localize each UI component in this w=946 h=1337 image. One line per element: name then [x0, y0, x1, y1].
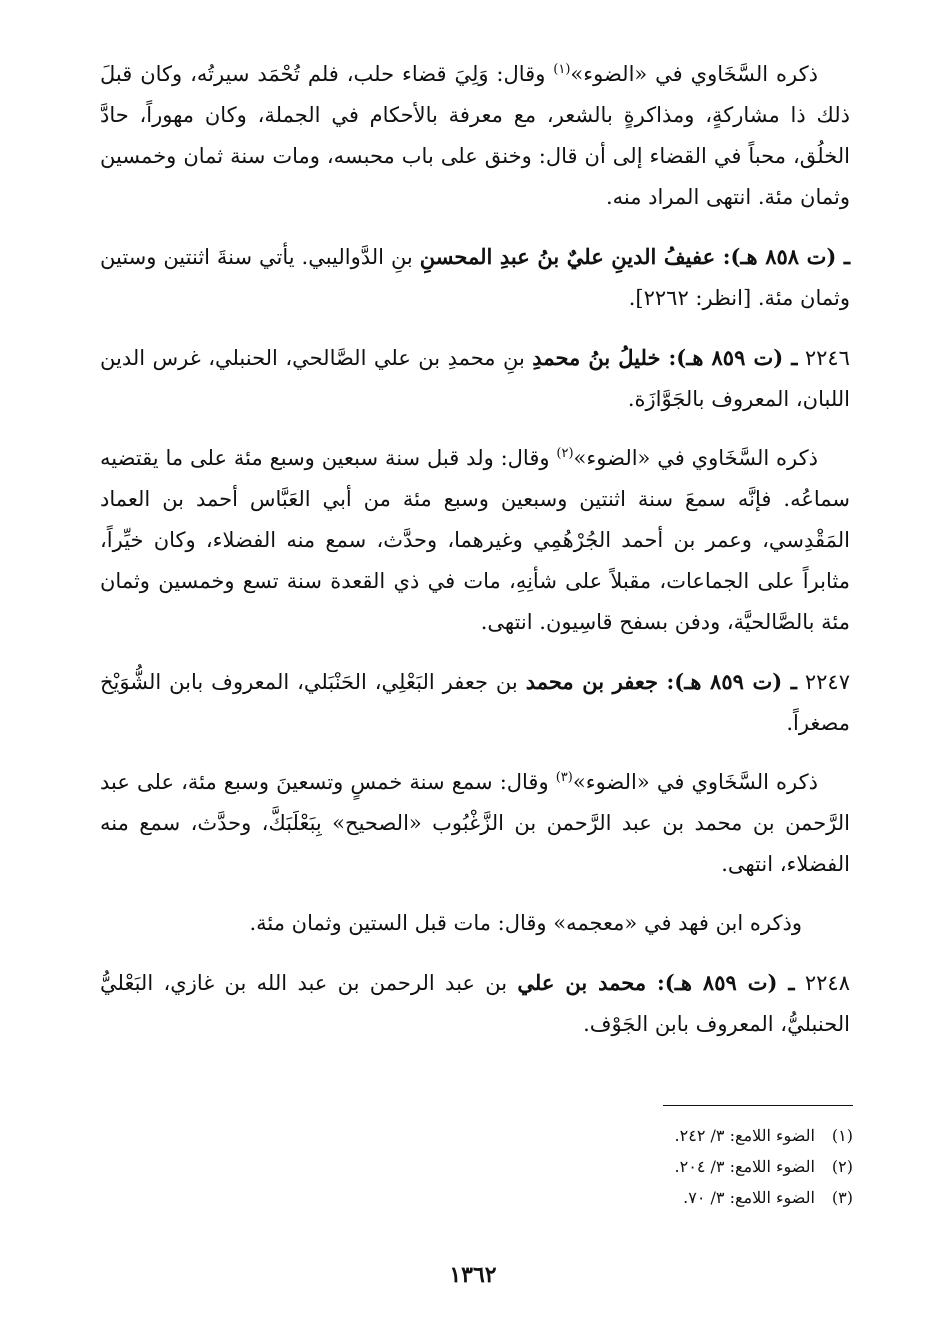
note-text: وقال: ولد قبل سنة سبعين وسبع مئة على ما يقتضيه سماعُه. فإنَّه سمعَ سنة اثنتين وسبعين وسبع مئة من أبي العَبَّاس أحمد بن العماد المَقْدِسي، وعمر بن أحمد الجُرْهُمِي وغيرهما، وحدَّث، سمع منه الفضلاء، وكان خيِّراً، مثابراً على الجماعات، مقبلاً على شأنِهِ، مات في ذي القعدة سنة تسع وخمسين وثمان مئة بالصَّالحيَّة، ودفن بسفح قاسِيون. انتهى.: [100, 446, 850, 634]
entry-heading: ـ (ت ٨٥٨ هـ): عفيفُ الدينِ عليٌ بنُ عبدِ المحسنِ: [419, 244, 851, 269]
biography-entry: [100, 661, 850, 744]
paragraph-sakhawi-note-1: [100, 54, 850, 218]
biography-entry: [100, 962, 850, 1045]
paragraph-sakhawi-note-2: [100, 438, 850, 643]
footnote-ref: (١): [553, 62, 571, 77]
footnote-number: (٣): [831, 1188, 853, 1207]
biography-entry: [100, 236, 850, 319]
footnote-ref: (٣): [555, 770, 573, 785]
note-text: ذكره السَّخَاوي في «الضوء»: [570, 62, 818, 86]
entry-heading: ـ (ت ٨٥٩ هـ): جعفر بن محمد: [525, 669, 797, 694]
entry-heading: ـ (ت ٨٥٩ هـ): محمد بن علي: [517, 970, 795, 995]
footnote-number: (١): [831, 1126, 853, 1145]
footnote-number: (٢): [831, 1157, 853, 1176]
note-text: ذكره السَّخَاوي في «الضوء»: [573, 446, 818, 470]
footnote: [353, 1151, 853, 1182]
footnotes: [353, 1120, 853, 1213]
note-text: وقال: سمع سنة خمسٍ وتسعينَ وسبع مئة، على عبد الرَّحمن بن محمد بن عبد الرَّحمن بن الزَّغْبُوب «الصحيح» بِبَعْلَبَكَّ، وحدَّث، سمع منه الفضلاء، انتهى.: [100, 770, 850, 876]
paragraph-ibn-fahd-note: [100, 903, 850, 944]
footnote: [353, 1182, 853, 1213]
entry-text: بن عبد الرحمن بن عبد الله بن غازي، البَعْليُّ الحنبليُّ، المعروف بابن الجَوْف.: [100, 971, 850, 1036]
note-text: وذكره ابن فهد في «معجمه» وقال: مات قبل الستين وثمان مئة.: [249, 911, 802, 935]
entry-text: بنِ الدَّواليبي. يأتي سنةَ اثنتين وستين وثمان مئة. [انظر: ٢٢٦٢].: [100, 245, 850, 310]
main-text: [100, 54, 850, 1063]
paragraph-sakhawi-note-3: [100, 762, 850, 885]
page-number: ١٣٦٢: [449, 1262, 497, 1288]
entry-heading: ـ (ت ٨٥٩ هـ): خليلُ بنُ محمدِ: [532, 345, 798, 370]
footnote: [353, 1120, 853, 1151]
biography-entry: [100, 337, 850, 420]
footnote-divider: [663, 1105, 853, 1106]
note-text: وقال: وَلِيَ قضاء حلب، فلم تُحْمَد سيرتُه، وكان قبلَ ذلك ذا مشاركةٍ، ومذاكرةٍ بالشعر، مع معرفة بالأحكام في الجملة، وكان مهوراً، حادَّ الخلُق، محباً في القضاء إلى أن قال: وخنق على باب محبسه، ومات سنة ثمان وخمسين وثمان مئة. انتهى المراد منه.: [100, 62, 850, 209]
note-text: ذكره السَّخَاوي في «الضوء»: [572, 770, 818, 794]
footnote-text: الضوء اللامع: ٣/ ٢٤٢.: [674, 1126, 815, 1145]
footnote-ref: (٢): [556, 446, 574, 461]
entry-text: بن جعفر البَعْلِي، الحَنْبَلي، المعروف بابن الشُّوَيْخ مصغراً.: [100, 670, 850, 735]
entry-number: ٢٢٤٨: [794, 971, 850, 995]
entry-text: بنِ محمدِ بن علي الصَّالحي، الحنبلي، غرس الدين اللبان، المعروف بالجَوَّازَة.: [100, 346, 850, 411]
entry-number: ٢٢٤٧: [796, 670, 850, 694]
footnote-text: الضوء اللامع: ٣/ ٧٠.: [683, 1188, 815, 1207]
entry-number: ٢٢٤٦: [797, 346, 850, 370]
footnote-text: الضوء اللامع: ٣/ ٢٠٤.: [674, 1157, 815, 1176]
